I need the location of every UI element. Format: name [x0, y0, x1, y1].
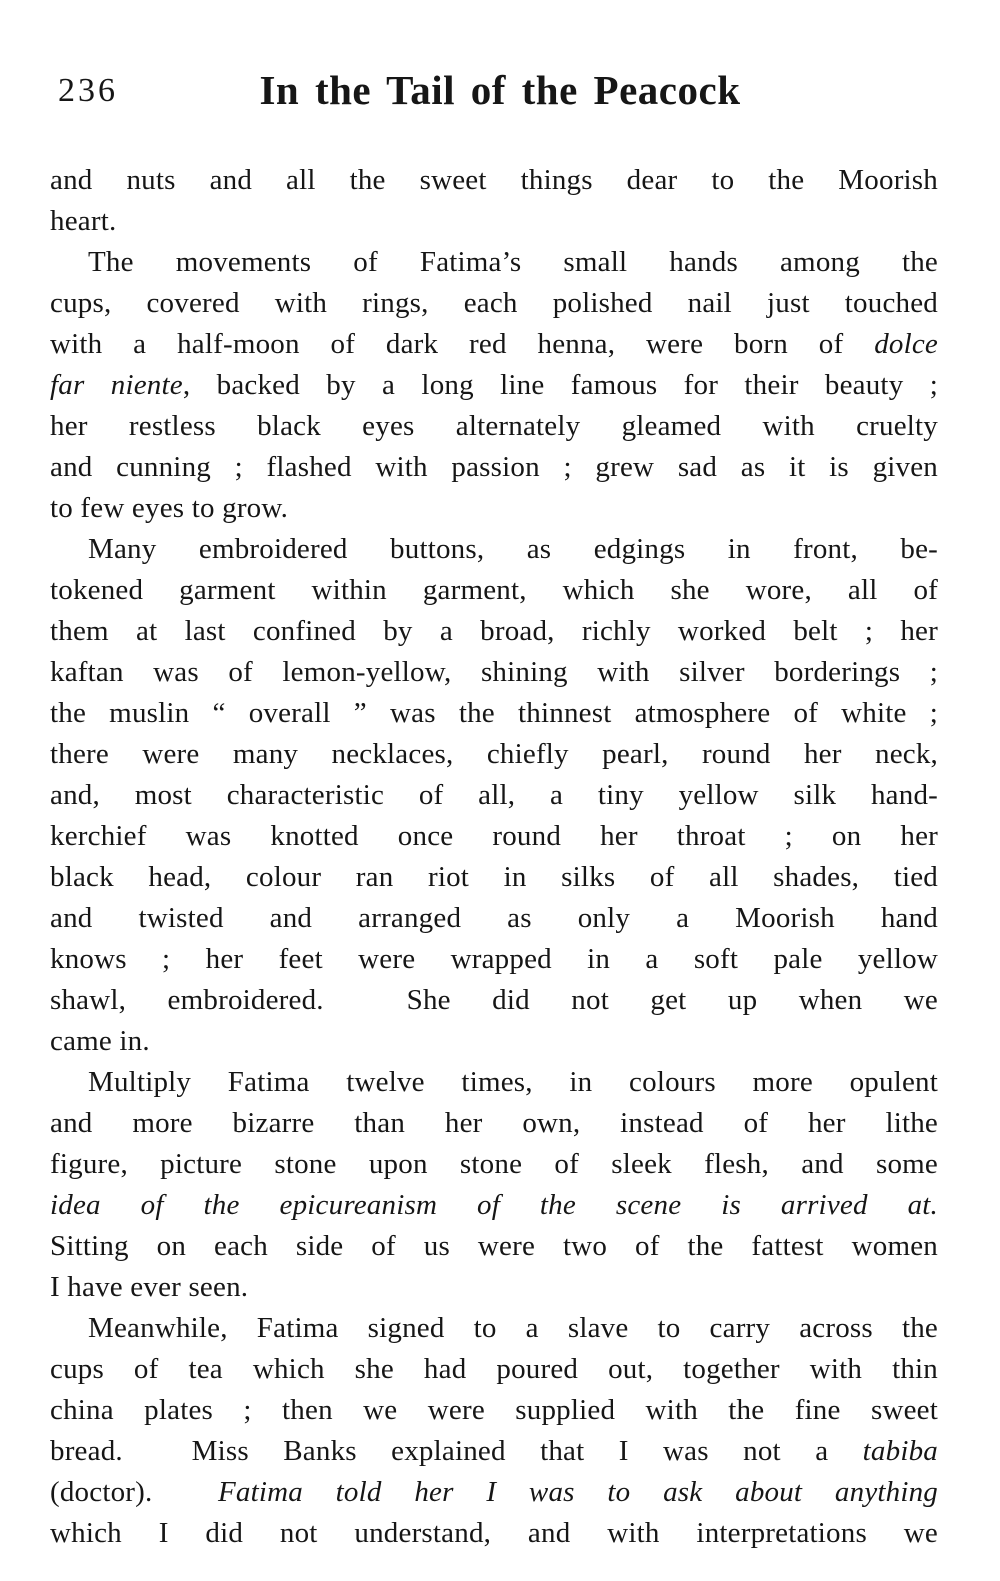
text-segment: , backed by a long line famous for their beauty ; [182, 369, 938, 401]
text-segment: the muslin “ overall ” was the thinnest atmosphere of white ; [50, 697, 938, 729]
text-line [50, 816, 938, 857]
text-line [50, 160, 938, 201]
text-segment: figure, picture stone upon stone of sleek flesh, and some [50, 1148, 938, 1180]
text-line [50, 857, 938, 898]
text-line [50, 693, 938, 734]
italic-text-segment: tabiba [862, 1435, 938, 1467]
text-line [50, 570, 938, 611]
italic-text-segment: idea of the epicureanism of the scene is arrived at. [50, 1189, 938, 1221]
text-segment: and cunning ; flashed with passion ; grew sad as it is given [50, 451, 938, 483]
text-segment: there were many necklaces, chiefly pearl, round her neck, [50, 738, 938, 770]
text-segment: Many embroidered buttons, as edgings in front, be- [88, 533, 938, 565]
text-line [50, 529, 938, 570]
text-line [50, 611, 938, 652]
text-line [50, 1062, 938, 1103]
text-line [50, 652, 938, 693]
text-segment: knows ; her feet were wrapped in a soft pale yellow [50, 943, 938, 975]
text-segment: and, most characteristic of all, a tiny yellow silk hand- [50, 779, 938, 811]
text-line [50, 283, 938, 324]
text-segment: heart. [50, 205, 117, 237]
page-text [50, 160, 938, 1554]
text-segment: and twisted and arranged as only a Moorish hand [50, 902, 938, 934]
text-segment: kaftan was of lemon-yellow, shining with silver borderings ; [50, 656, 938, 688]
text-segment: Sitting on each side of us were two of the fattest women [50, 1230, 938, 1262]
text-segment: kerchief was knotted once round her throat ; on her [50, 820, 938, 852]
text-line [50, 1226, 938, 1267]
text-segment: tokened garment within garment, which she wore, all of [50, 574, 938, 606]
text-segment: them at last confined by a broad, richly worked belt ; her [50, 615, 938, 647]
text-line [50, 775, 938, 816]
text-segment: cups, covered with rings, each polished nail just touched [50, 287, 938, 319]
page-header [0, 0, 1000, 118]
text-line [50, 1349, 938, 1390]
text-line [50, 447, 938, 488]
italic-text-segment: Fatima told her I was to ask about anything [217, 1476, 939, 1508]
text-line [50, 1431, 938, 1472]
page-title: In the Tail of the Peacock [259, 67, 741, 113]
text-segment: with a half-moon of dark red henna, were born of [50, 328, 875, 360]
text-segment: china plates ; then we were supplied with the fine sweet [50, 1394, 938, 1426]
italic-text-segment: far niente [50, 369, 183, 401]
text-segment: I have ever seen. [50, 1271, 249, 1303]
text-line [50, 898, 938, 939]
text-line [50, 324, 938, 365]
page-number: 236 [58, 72, 118, 109]
text-line [50, 1308, 938, 1349]
text-segment: Meanwhile, Fatima signed to a slave to carry across the [88, 1312, 938, 1344]
text-line [50, 1513, 938, 1554]
text-line [50, 1267, 938, 1308]
text-segment: shawl, embroidered. She did not get up when we [50, 984, 938, 1016]
text-segment: black head, colour ran riot in silks of all shades, tied [50, 861, 938, 893]
text-segment: and nuts and all the sweet things dear to the Moorish [50, 164, 938, 196]
text-segment: and more bizarre than her own, instead of her lithe [50, 1107, 938, 1139]
text-line [50, 1185, 938, 1226]
text-segment: came in. [50, 1025, 150, 1057]
text-segment: Multiply Fatima twelve times, in colours more opulent [88, 1066, 938, 1098]
italic-text-segment: dolce [874, 328, 938, 360]
text-line [50, 734, 938, 775]
text-line [50, 1021, 938, 1062]
text-line [50, 1103, 938, 1144]
text-line [50, 1144, 938, 1185]
text-segment: which I did not understand, and with interpretations we [50, 1517, 938, 1549]
text-segment: to few eyes to grow. [50, 492, 289, 524]
text-segment: (doctor). [50, 1476, 218, 1508]
text-line [50, 406, 938, 447]
text-segment: bread. Miss Banks explained that I was not a [50, 1435, 863, 1467]
text-line [50, 242, 938, 283]
text-line [50, 488, 938, 529]
text-line [50, 201, 938, 242]
text-line [50, 1390, 938, 1431]
text-line [50, 365, 938, 406]
text-line [50, 980, 938, 1021]
text-segment: her restless black eyes alternately gleamed with cruelty [50, 410, 938, 442]
text-segment: cups of tea which she had poured out, together with thin [50, 1353, 938, 1385]
text-line [50, 1472, 938, 1513]
text-segment: The movements of Fatima’s small hands among the [88, 246, 938, 278]
text-line [50, 939, 938, 980]
